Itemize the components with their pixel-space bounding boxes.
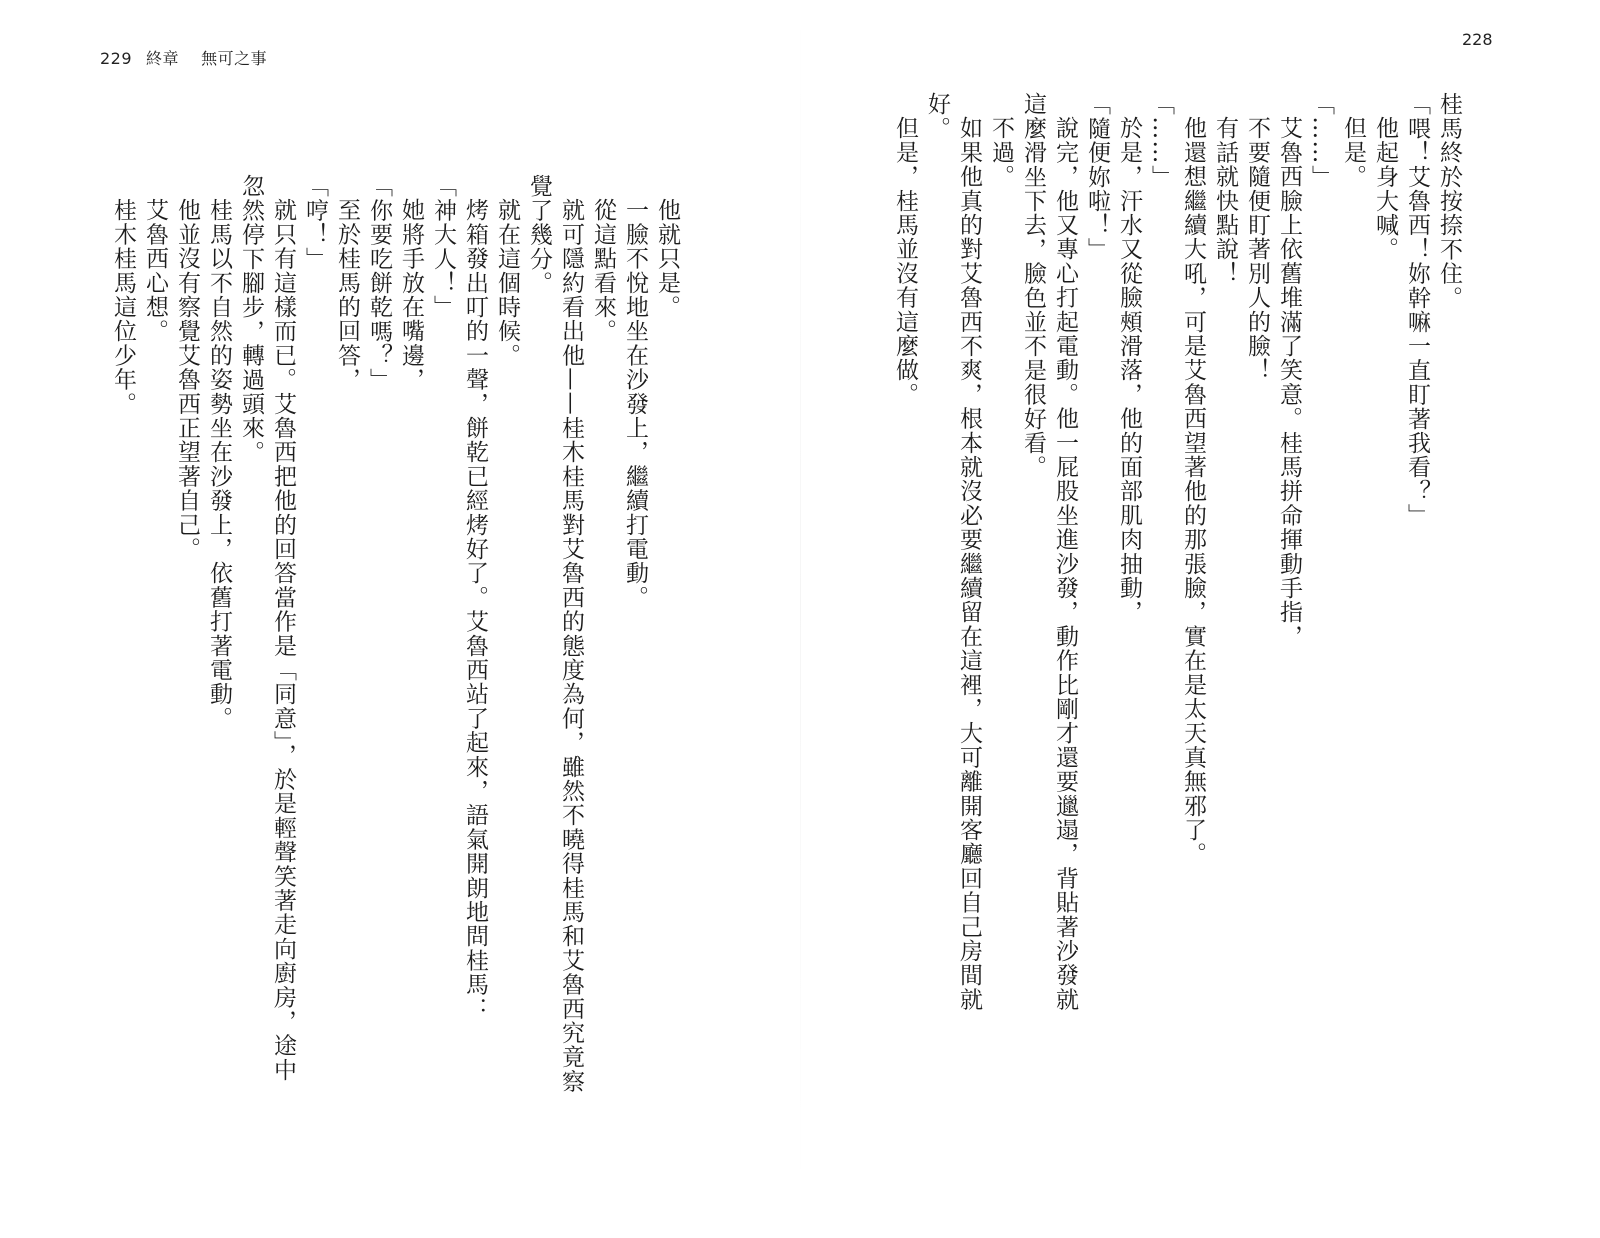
left-page-header <box>100 46 267 69</box>
page-gutter <box>800 0 801 1199</box>
text-column: 烤箱發出叮的一聲，餅乾已經烤好了。艾魯西站了起來，語氣開朗地問桂馬： <box>462 198 488 1021</box>
text-column: 桂馬終於按捺不住。 <box>1436 92 1462 310</box>
text-column: 於是，汗水又從臉頰滑落，他的面部肌肉抽動， <box>1116 116 1142 625</box>
text-column: 桂木桂馬這位少年。 <box>110 198 136 416</box>
right-page-number: 228 <box>1462 30 1493 49</box>
text-column: 不過。 <box>988 116 1014 189</box>
text-column: 從這點看來。 <box>590 198 616 344</box>
text-column: 他並沒有察覺艾魯西正望著自己。 <box>174 198 200 561</box>
text-column: 好。 <box>924 92 950 141</box>
text-column: 艾魯西臉上依舊堆滿了笑意。桂馬拼命揮動手指， <box>1276 116 1302 649</box>
text-column: 「……」 <box>1148 92 1174 189</box>
text-column: 就可隱約看出他——桂木桂馬對艾魯西的態度為何，雖然不曉得桂馬和艾魯西究竟察 <box>558 198 584 1094</box>
text-column: 一臉不悅地坐在沙發上，繼續打電動。 <box>622 198 648 610</box>
text-column: 「隨便妳啦！」 <box>1084 92 1110 262</box>
text-column: 他起身大喊。 <box>1372 116 1398 262</box>
chapter-label: 終章 <box>146 49 180 68</box>
text-column: 說完，他又專心打起電動。他一屁股坐進沙發，動作比剛才還要邋遢，背貼著沙發就 <box>1052 116 1078 1012</box>
left-page-number: 229 <box>100 49 133 68</box>
text-column: 但是，桂馬並沒有這麼做。 <box>892 116 918 407</box>
text-column: 這麼滑坐下去，臉色並不是很好看。 <box>1020 92 1046 480</box>
text-column: 「……」 <box>1308 92 1334 189</box>
text-column: 「神大人！」 <box>430 174 456 320</box>
text-column: 但是。 <box>1340 116 1366 189</box>
text-column: 就只有這樣而已。艾魯西把他的回答當作是「同意」，於是輕聲笑著走向廚房，途中 <box>270 198 296 1082</box>
text-column: 「哼！」 <box>302 174 328 271</box>
text-column: 如果他真的對艾魯西不爽，根本就沒必要繼續留在這裡，大可離開客廳回自己房間就 <box>956 116 982 1012</box>
text-column: 他還想繼續大吼，可是艾魯西望著他的那張臉，實在是太天真無邪了。 <box>1180 116 1206 867</box>
text-column: 艾魯西心想。 <box>142 198 168 344</box>
text-column: 「喂！艾魯西！妳幹嘛一直盯著我看？」 <box>1404 92 1430 528</box>
chapter-title: 無可之事 <box>201 49 268 68</box>
text-column: 不要隨便盯著別人的臉！ <box>1244 116 1270 383</box>
text-column: 忽然停下腳步，轉過頭來。 <box>238 174 264 465</box>
text-column: 他就只是。 <box>654 198 680 319</box>
text-column: 桂馬以不自然的姿勢坐在沙發上，依舊打著電動。 <box>206 198 232 731</box>
text-column: 覺了幾分。 <box>526 174 552 295</box>
text-column: 至於桂馬的回答， <box>334 198 360 392</box>
text-column: 有話就快點說！ <box>1212 116 1238 286</box>
text-column: 就在這個時候。 <box>494 198 520 368</box>
text-column: 「你要吃餅乾嗎？」 <box>366 174 392 392</box>
text-column: 她將手放在嘴邊， <box>398 198 424 392</box>
